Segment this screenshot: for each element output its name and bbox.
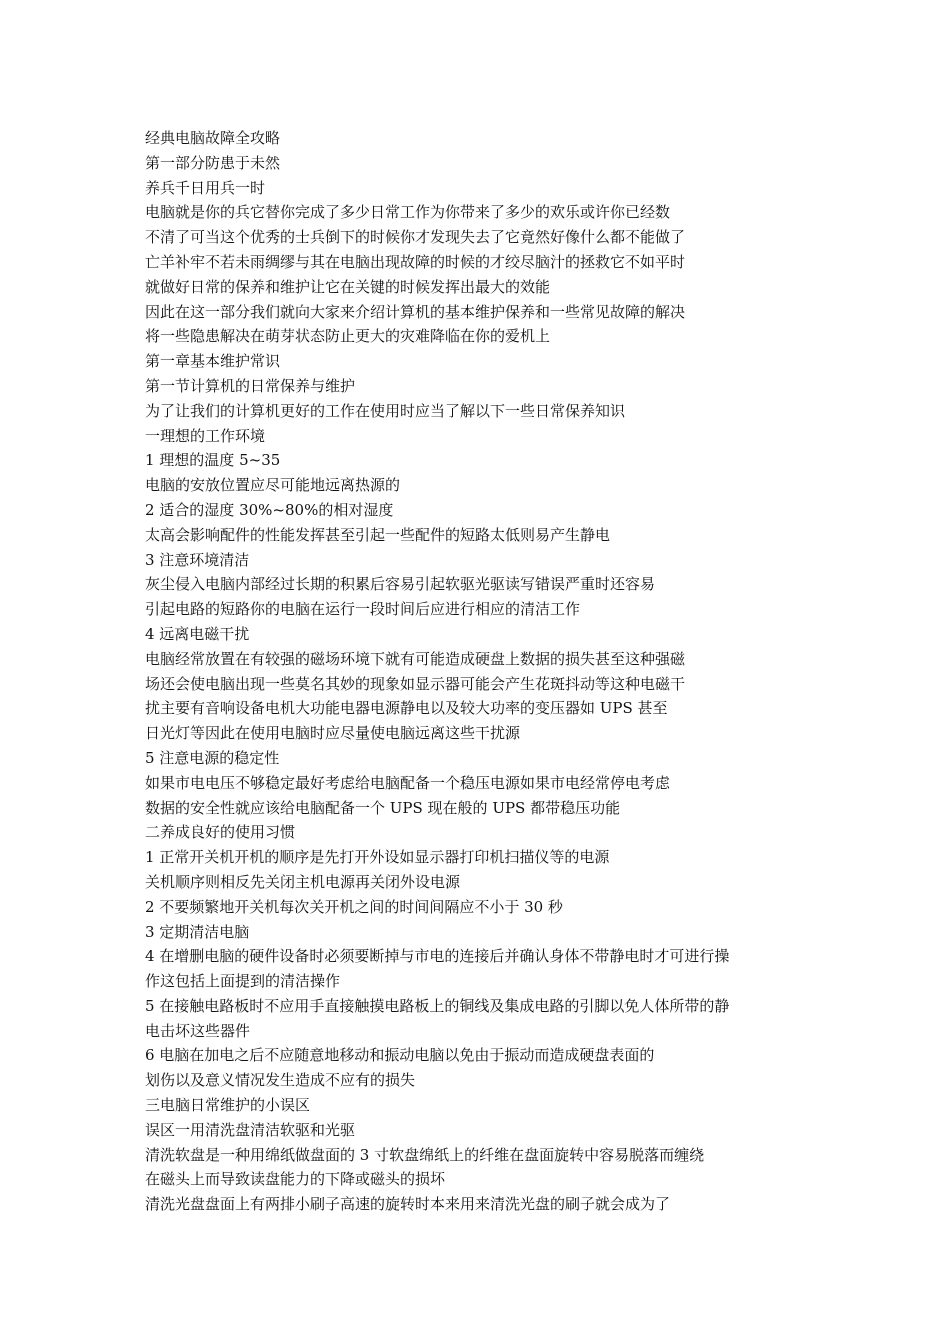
section-heading: 第一节计算机的日常保养与维护 (145, 376, 356, 395)
text-line: 场还会使电脑出现一些莫名其妙的现象如显示器可能会产生花斑抖动等这种电磁干 (145, 674, 686, 693)
text-line: 如果市电电压不够稳定最好考虑给电脑配备一个稳压电源如果市电经常停电考虑 (145, 773, 671, 792)
text-line: 引起电路的短路你的电脑在运行一段时间后应进行相应的清洁工作 (145, 600, 581, 619)
part-heading: 第一部分防患于未然 (145, 153, 281, 172)
text-line: 关机顺序则相反先关闭主机电源再关闭外设电源 (145, 872, 461, 891)
text-line: 划伤以及意义情况发生造成不应有的损失 (145, 1071, 416, 1090)
subsection-heading: 三电脑日常维护的小误区 (145, 1096, 311, 1115)
subsection-heading: 一理想的工作环境 (145, 426, 266, 445)
list-item: 6 电脑在加电之后不应随意地移动和振动电脑以免由于振动而造成硬盘表面的 (145, 1046, 655, 1065)
list-item: 4 在增删电脑的硬件设备时必须要断掉与市电的连接后并确认身体不带静电时才可进行操 (145, 947, 730, 966)
text-line: 亡羊补牢不若未雨绸缪与其在电脑出现故障的时候的才绞尽脑汁的拯救它不如平时 (145, 252, 686, 271)
text-line: 因此在这一部分我们就向大家来介绍计算机的基本维护保养和一些常见故障的解决 (145, 302, 686, 321)
subsection-heading: 误区一用清洗盘清洁软驱和光驱 (145, 1120, 356, 1139)
text-line: 作这包括上面提到的清洁操作 (145, 972, 341, 991)
text-line: 电击坏这些器件 (145, 1021, 251, 1040)
text-line: 将一些隐患解决在萌芽状态防止更大的灾难降临在你的爱机上 (145, 327, 551, 346)
text-line: 数据的安全性就应该给电脑配备一个 UPS 现在般的 UPS 都带稳压功能 (145, 798, 621, 817)
section-heading: 养兵千日用兵一时 (145, 178, 266, 197)
chapter-heading: 第一章基本维护常识 (145, 352, 281, 371)
list-item: 1 正常开关机开机的顺序是先打开外设如显示器打印机扫描仪等的电源 (145, 848, 610, 867)
text-line: 电脑的安放位置应尽可能地远离热源的 (145, 476, 401, 495)
text-line: 灰尘侵入电脑内部经过长期的积累后容易引起软驱光驱读写错误严重时还容易 (145, 575, 656, 594)
text-line: 日光灯等因此在使用电脑时应尽量使电脑远离这些干扰源 (145, 724, 521, 743)
list-item: 5 注意电源的稳定性 (145, 748, 280, 767)
text-line: 清洗软盘是一种用绵纸做盘面的 3 寸软盘绵纸上的纤维在盘面旋转中容易脱落而缠绕 (145, 1145, 705, 1164)
text-line: 扰主要有音响设备电机大功能电器电源静电以及较大功率的变压器如 UPS 甚至 (145, 699, 668, 718)
document-title: 经典电脑故障全攻略 (145, 129, 281, 147)
list-item: 1 理想的温度 5~35 (145, 451, 281, 470)
text-line: 电脑就是你的兵它替你完成了多少日常工作为你带来了多少的欢乐或许你已经数 (145, 203, 671, 222)
text-line: 不清了可当这个优秀的士兵倒下的时候你才发现失去了它竟然好像什么都不能做了 (145, 228, 686, 247)
subsection-heading: 二养成良好的使用习惯 (145, 823, 296, 842)
list-item: 2 不要频繁地开关机每次关开机之间的时间间隔应不小于 30 秒 (145, 897, 563, 916)
text-line: 为了让我们的计算机更好的工作在使用时应当了解以下一些日常保养知识 (145, 401, 626, 420)
text-line: 电脑经常放置在有较强的磁场环境下就有可能造成硬盘上数据的损失甚至这种强磁 (145, 649, 686, 668)
text-line: 太高会影响配件的性能发挥甚至引起一些配件的短路太低则易产生静电 (145, 525, 611, 544)
list-item: 2 适合的湿度 30%~80%的相对湿度 (145, 500, 394, 519)
list-item: 4 远离电磁干扰 (145, 624, 250, 643)
list-item: 3 注意环境清洁 (145, 550, 250, 569)
list-item: 5 在接触电路板时不应用手直接触摸电路板上的铜线及集成电路的引脚以免人体所带的静 (145, 996, 730, 1015)
document-body (145, 126, 825, 1217)
text-line: 在磁头上而导致读盘能力的下降或磁头的损坏 (145, 1170, 446, 1189)
list-item: 3 定期清洁电脑 (145, 922, 250, 941)
text-line: 就做好日常的保养和维护让它在关键的时候发挥出最大的效能 (145, 277, 551, 296)
text-line: 清洗光盘盘面上有两排小刷子高速的旋转时本来用来清洗光盘的刷子就会成为了 (145, 1195, 671, 1214)
